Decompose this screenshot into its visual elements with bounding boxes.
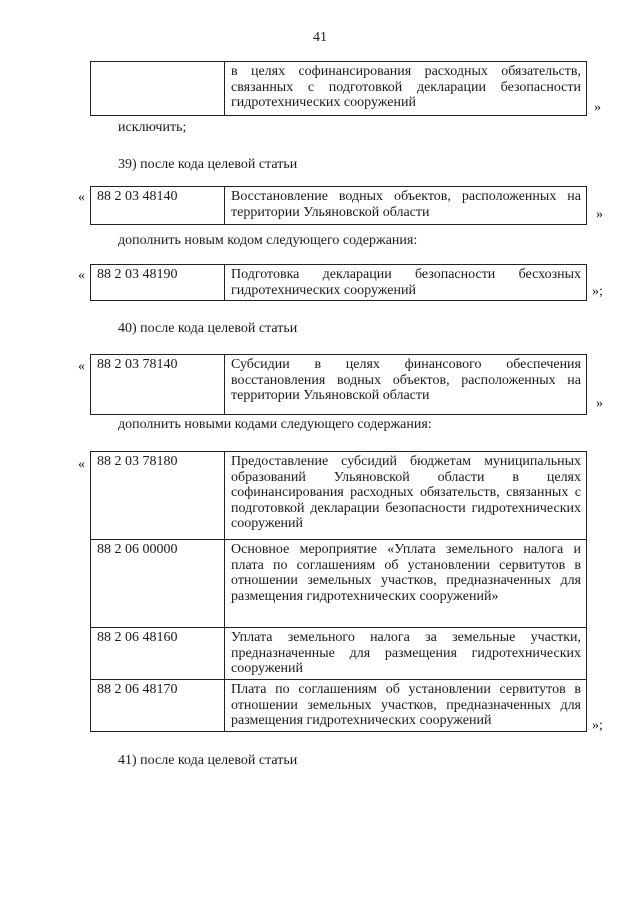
code-cell: 88 2 06 00000 [91, 540, 225, 628]
code-cell: 88 2 03 78180 [91, 452, 225, 540]
code-cell: 88 2 03 48190 [91, 265, 225, 301]
table-row [91, 265, 587, 301]
action-text: дополнить новыми кодами следующего содержания: [118, 417, 432, 432]
description-cell: в целях софинансирования расходных обязательств, связанных с подготовкой декларации безопасности гидротехнических сооружений [225, 62, 587, 116]
new-codes-table [90, 451, 587, 732]
item-heading: 39) после кода целевой статьи [118, 157, 298, 172]
opening-quote: « [78, 190, 85, 205]
new-code-table [90, 264, 587, 301]
code-cell: 88 2 03 78140 [91, 355, 225, 415]
code-cell-empty [91, 62, 225, 116]
action-text: исключить; [118, 120, 187, 135]
description-cell: Предоставление субсидий бюджетам муниципальных образований Ульяновской области в целях софинансирования расходных обязательств, связанных с подготовкой декларации безопасности гидротехнических сооружений [225, 452, 587, 540]
page-number: 41 [313, 30, 327, 45]
closing-quote: »; [592, 718, 603, 733]
code-table [90, 354, 587, 415]
code-cell: 88 2 06 48160 [91, 628, 225, 680]
table-row [91, 680, 587, 732]
item-heading: 41) после кода целевой статьи [118, 753, 298, 768]
code-cell: 88 2 03 48140 [91, 187, 225, 225]
closing-quote: » [594, 100, 601, 115]
table-row [91, 540, 587, 628]
continuation-table [90, 61, 587, 116]
closing-quote: » [596, 207, 603, 222]
table-row [91, 628, 587, 680]
opening-quote: « [78, 457, 85, 472]
code-table [90, 186, 587, 225]
table-row [91, 187, 587, 225]
table-row [91, 62, 587, 116]
item-heading: 40) после кода целевой статьи [118, 321, 298, 336]
description-cell: Основное мероприятие «Уплата земельного налога и плата по соглашениям об установлении сервитутов в отношении земельных участков, предназначенных для размещения гидротехнических сооружений» [225, 540, 587, 628]
code-cell: 88 2 06 48170 [91, 680, 225, 732]
closing-quote: » [596, 396, 603, 411]
action-text: дополнить новым кодом следующего содержания: [118, 233, 418, 248]
description-cell: Восстановление водных объектов, расположенных на территории Ульяновской области [225, 187, 587, 225]
description-cell: Подготовка декларации безопасности бесхозных гидротехнических сооружений [225, 265, 587, 301]
opening-quote: « [78, 359, 85, 374]
description-cell: Плата по соглашениям об установлении сервитутов в отношении земельных участков, предназначенных для размещения гидротехнических сооружений [225, 680, 587, 732]
table-row [91, 452, 587, 540]
closing-quote: »; [592, 284, 603, 299]
table-row [91, 355, 587, 415]
description-cell: Уплата земельного налога за земельные участки, предназначенные для размещения гидротехнических сооружений [225, 628, 587, 680]
description-cell: Субсидии в целях финансового обеспечения восстановления водных объектов, расположенных на территории Ульяновской области [225, 355, 587, 415]
opening-quote: « [78, 268, 85, 283]
